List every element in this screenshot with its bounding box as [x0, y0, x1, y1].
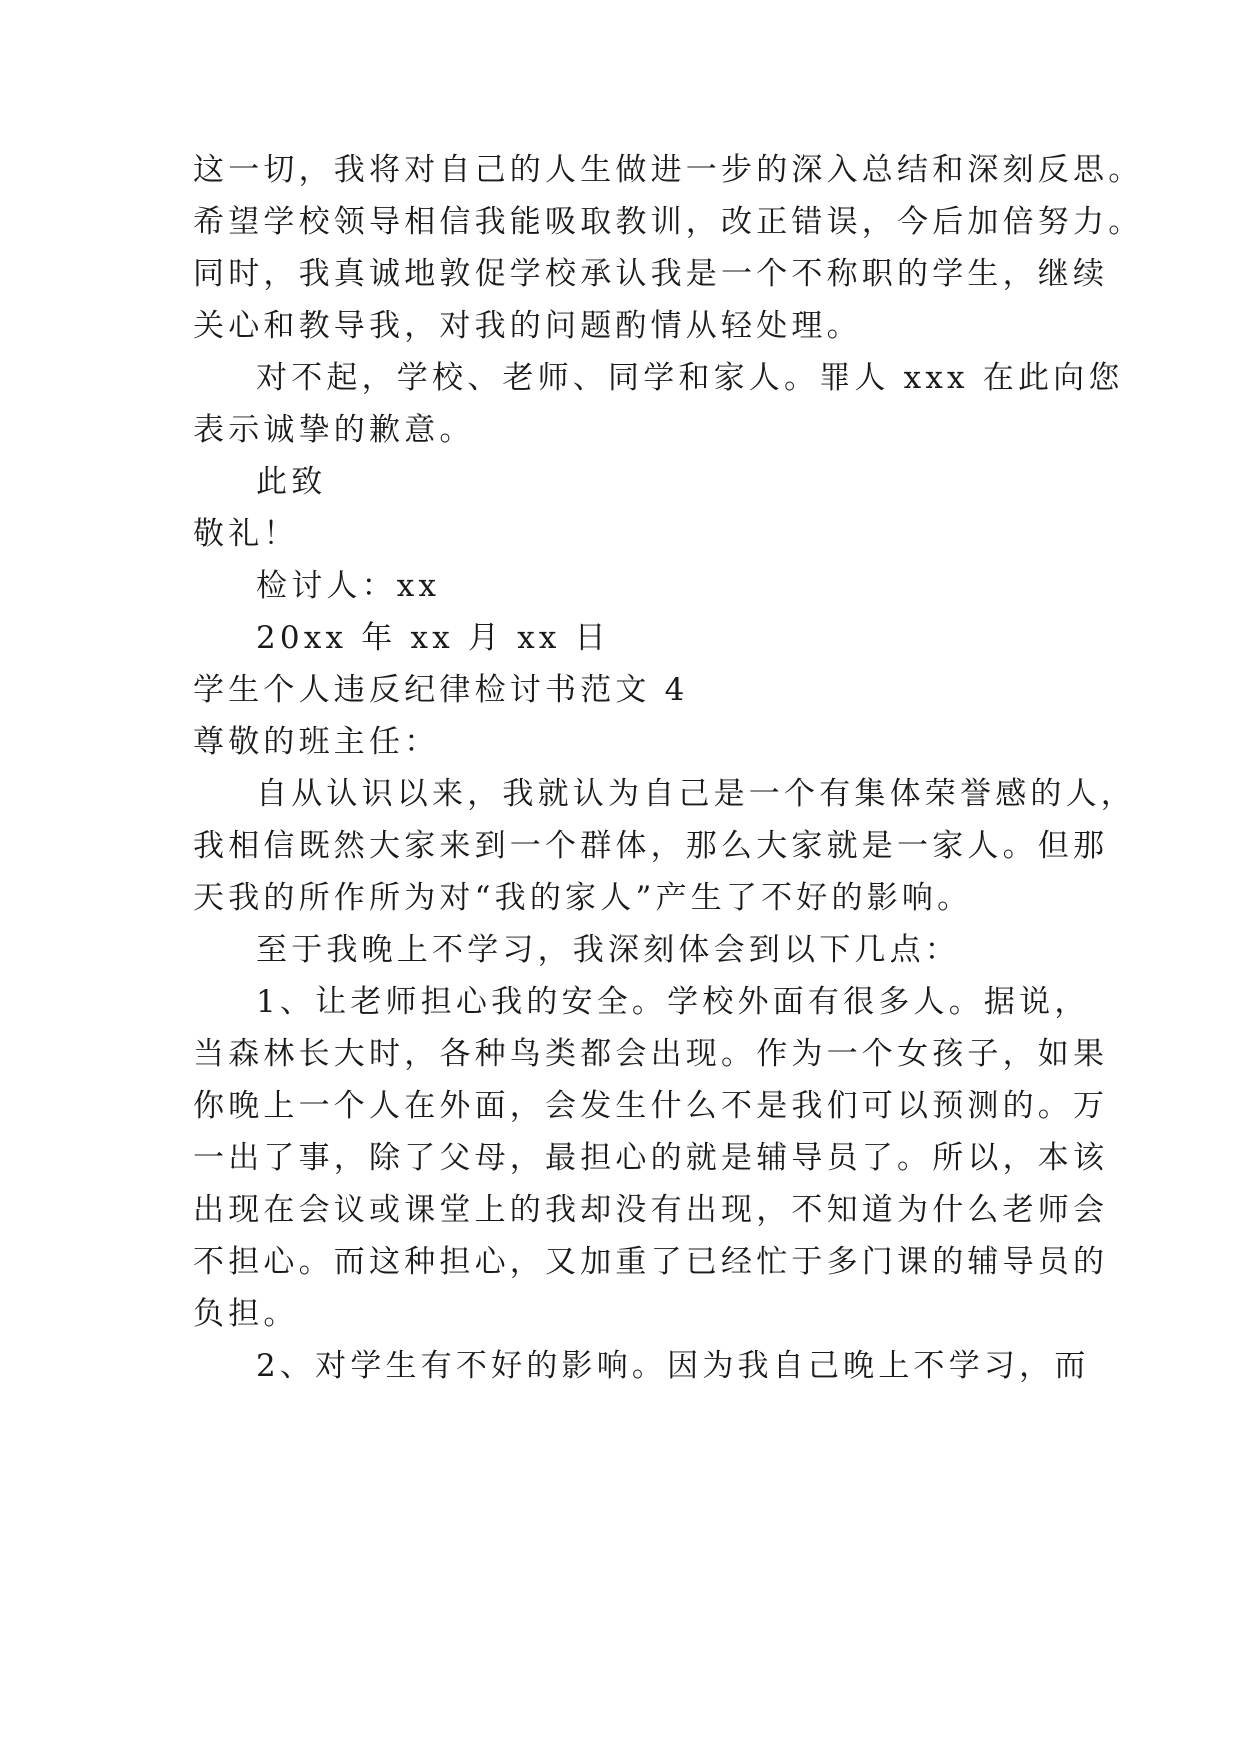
- paragraph-line: 你晚上一个人在外面，会发生什么不是我们可以预测的。万: [193, 1088, 1109, 1124]
- paragraph-line: 这一切，我将对自己的人生做进一步的深入总结和深刻反思。: [193, 152, 1144, 188]
- list-item-line: 2、对学生有不好的影响。因为我自己晚上不学习，而: [256, 1348, 1090, 1384]
- closing-line: 此致: [256, 464, 327, 500]
- salutation-line: 敬礼！: [193, 516, 299, 552]
- paragraph-line: 表示诚挚的歉意。: [193, 412, 475, 448]
- paragraph-line: 至于我晚上不学习，我深刻体会到以下几点：: [256, 932, 960, 968]
- paragraph-line: 我相信既然大家来到一个群体，那么大家就是一家人。但那: [193, 828, 1109, 864]
- signature-line: 检讨人：xx: [256, 568, 441, 604]
- paragraph-line: 不担心。而这种担心，又加重了已经忙于多门课的辅导员的: [193, 1244, 1109, 1280]
- paragraph-line: 自从认识以来，我就认为自己是一个有集体荣誉感的人，: [256, 776, 1136, 812]
- section-title: 学生个人违反纪律检讨书范文 4: [193, 672, 689, 708]
- paragraph-line: 关心和教导我，对我的问题酌情从轻处理。: [193, 308, 862, 344]
- paragraph-line: 希望学校领导相信我能吸取教训，改正错误，今后加倍努力。: [193, 204, 1144, 240]
- paragraph-line: 一出了事，除了父母，最担心的就是辅导员了。所以，本该: [193, 1140, 1109, 1176]
- list-item-line: 1、让老师担心我的安全。学校外面有很多人。据说，: [256, 984, 1090, 1020]
- paragraph-line: 同时，我真诚地敦促学校承认我是一个不称职的学生，继续: [193, 256, 1109, 292]
- paragraph-line: 对不起，学校、老师、同学和家人。罪人 xxx 在此向您: [256, 360, 1124, 396]
- greeting-line: 尊敬的班主任：: [193, 724, 440, 760]
- paragraph-line: 负担。: [193, 1296, 299, 1332]
- paragraph-line: 当森林长大时，各种鸟类都会出现。作为一个女孩子，如果: [193, 1036, 1109, 1072]
- paragraph-line: 出现在会议或课堂上的我却没有出现，不知道为什么老师会: [193, 1192, 1109, 1228]
- date-line: 20xx 年 xx 月 xx 日: [256, 620, 610, 656]
- paragraph-line: 天我的所作所为对“我的家人”产生了不好的影响。: [193, 880, 973, 916]
